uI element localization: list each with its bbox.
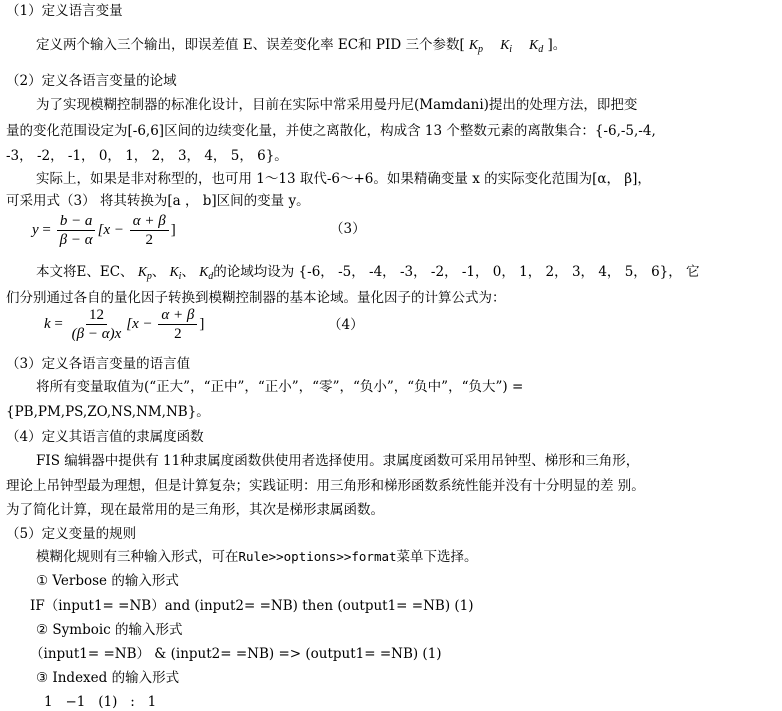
menu-path: Rule>>options>>format [238, 549, 397, 564]
format-symbolic-label: ② Symboic 的输入形式 [36, 622, 183, 638]
paragraph-3-line-1: 实际上，如果是非对称型的，也可用 1～13 取代-6～+6。如果精确变量 x 的实际变化范围为[α， β]， [36, 171, 651, 187]
section-2-heading: （2）定义各语言变量的论域 [6, 73, 177, 89]
paragraph-6-line-3: 为了简化计算，现在最常用的是三角形，其次是梯形隶属函数。 [6, 502, 384, 518]
paragraph-4-line-2: 们分别通过各自的量化因子转换到模糊控制器的基本论域。量化因子的计算公式为： [6, 290, 506, 306]
p4-kd-symbol: $K_d$ [199, 264, 214, 282]
eq4-inner-fraction: $\frac{\alpha + \beta}{2}$ [158, 306, 197, 343]
format-indexed-example: 1 −1 (1) : 1 [44, 694, 157, 710]
paragraph-3-line-2: 可采用式（3） 将其转换为[a ， b]区间的变量 y。 [6, 193, 310, 209]
eq4-lhs: k [44, 315, 51, 332]
paragraph-6-line-2: 理论上吊钟型最为理想，但是计算复杂；实践证明：用三角形和梯形函数系统性能并没有十分明显的差 别。 [6, 478, 645, 494]
paragraph-5-line-1: 将所有变量取值为(“正大”，“正中”，“正小”，“零”，“负小”，“负中”，“负大”) = [36, 379, 524, 395]
kd-symbol: $K_d$ [529, 37, 544, 55]
p4-ki-symbol: $K_i$ [169, 264, 182, 282]
format-verbose-example: IF（input1= =NB）and (input2= =NB) then (output1= =NB) (1) [30, 598, 474, 614]
format-symbolic-example: （input1= =NB） & (input2= =NB) => (output1= =NB) (1) [30, 646, 442, 662]
p4-kp-symbol: $K_p$ [137, 264, 152, 282]
paragraph-5-line-2: {PB,PM,PS,ZO,NS,NM,NB}。 [6, 404, 210, 420]
section-1-heading: （1）定义语言变量 [6, 3, 123, 19]
format-verbose-label: ① Verbose 的输入形式 [36, 573, 179, 589]
paragraph-7: 模糊化规则有三种输入形式，可在Rule>>options>>format菜单下选择。 [36, 549, 478, 565]
kp-symbol: $K_p$ [469, 37, 484, 55]
paragraph-1: 定义两个输入三个输出，即误差值 E、误差变化率 EC和 PID 三个参数[ $K_p$ $K_i$ $K_d$ ]。 [36, 37, 567, 55]
format-indexed-label: ③ Indexed 的输入形式 [36, 670, 180, 686]
section-3-heading: （3）定义各语言变量的语言值 [6, 356, 191, 372]
section-4-heading: （4）定义其语言值的隶属度函数 [6, 429, 204, 445]
eq4-fraction: $\frac{12}{(\beta - \alpha)x}$ [71, 307, 122, 342]
eq3-inner-fraction: $\frac{\alpha + \beta}{2}$ [130, 212, 169, 249]
equation-4-label: （4） [328, 317, 364, 333]
paragraph-2-line-3: -3， -2， -1， 0， 1， 2， 3， 4， 5， 6}。 [6, 148, 288, 164]
equation-4: k = $\frac{12}{(\beta - \alpha)x}$ [x − $\frac{\alpha + \beta}{2}$ ] [44, 307, 205, 342]
paragraph-2-line-1: 为了实现模糊控制器的标准化设计，目前在实际中常采用曼丹尼(Mamdani)提出的处理方法，即把变 [36, 97, 638, 113]
paragraph-4-line-1: 本文将E、EC、 $K_p$、 $K_i$、 $K_d$的论域均设为 {-6， -5， -4， -3， -2， -1， 0， 1， 2， 3， 4， 5， 6}， 它 [36, 264, 700, 282]
eq3-lhs: y [32, 221, 39, 238]
ki-symbol: $K_i$ [500, 37, 512, 55]
equation-3: y = $\frac{b - a}{\beta - \alpha}$ [x − $\frac{\alpha + \beta}{2}$ ] [32, 213, 176, 248]
paragraph-2-line-2: 量的变化范围设定为[-6,6]区间的边续变化量，并使之离散化，构成含 13 个整数元素的离散集合：{-6,-5,-4, [6, 123, 656, 139]
eq3-fraction: $\frac{b - a}{\beta - \alpha}$ [57, 212, 96, 249]
paragraph-6-line-1: FIS 编辑器中提供有 11种隶属度函数供使用者选择使用。隶属度函数可采用吊钟型、梯形和三角形， [36, 453, 640, 469]
paragraph-1-text: 定义两个输入三个输出，即误差值 E、误差变化率 EC和 PID 三个参数[ [36, 37, 465, 53]
equation-3-label: （3） [330, 221, 366, 237]
section-5-heading: （5）定义变量的规则 [6, 526, 137, 542]
